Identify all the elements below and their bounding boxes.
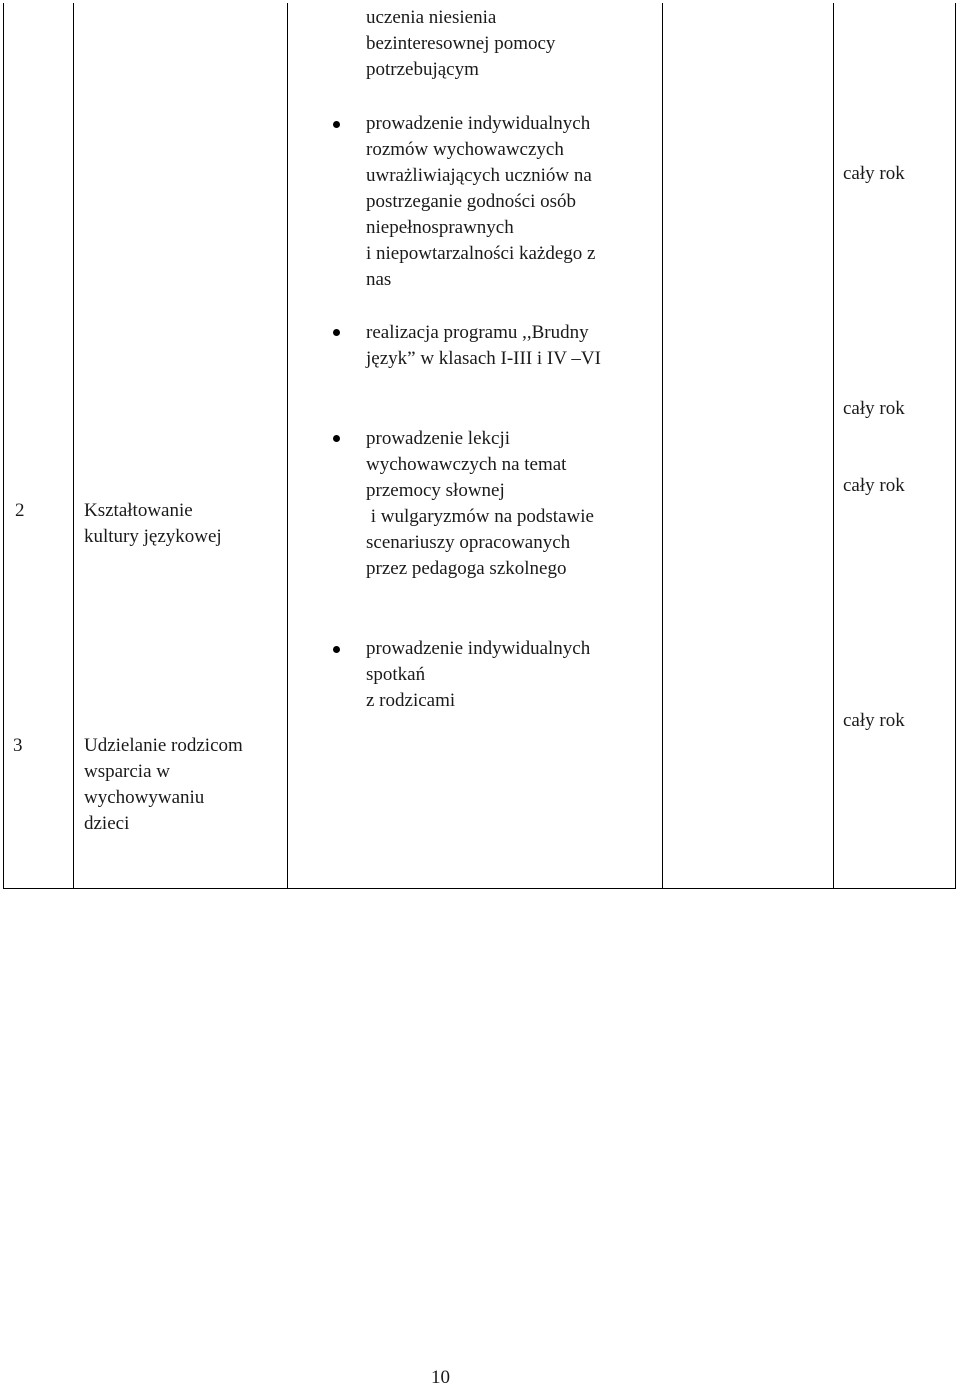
row-number: 2 [15,500,25,521]
item-line: przemocy słownej [366,480,505,501]
topic-line: dzieci [84,813,130,834]
table-border-col4 [833,3,834,889]
page-number: 10 [431,1367,450,1388]
item-line: prowadzenie indywidualnych [366,638,591,659]
table-border-left [3,3,4,889]
time-cell: cały rok [843,475,905,496]
item-line: prowadzenie lekcji [366,428,511,449]
item-line: przez pedagoga szkolnego [366,558,567,579]
topic-line: wychowywaniu [84,787,205,808]
item-line: język” w klasach I-III i IV –VI [366,348,601,369]
topic-line: Kształtowanie [84,500,193,521]
item-line: realizacja programu ,,Brudny [366,322,589,343]
bullet-icon [333,329,340,336]
time-cell: cały rok [843,710,905,731]
item-line: i wulgaryzmów na podstawie [366,506,594,527]
item-line: i niepowtarzalności każdego z [366,243,596,264]
table-border-col2 [287,3,288,889]
item-line: niepełnosprawnych [366,217,514,238]
table-border-right [955,3,956,889]
topic-line: kultury językowej [84,526,222,547]
item-line: spotkań [366,664,426,685]
table-border-col1 [73,3,74,889]
plain-line: uczenia niesienia [366,7,497,28]
topic-line: wsparcia w [84,761,170,782]
time-cell: cały rok [843,163,905,184]
bullet-icon [333,646,340,653]
item-line: uwrażliwiających uczniów na [366,165,592,186]
item-line: wychowawczych na temat [366,454,567,475]
table-border-col3 [662,3,663,889]
plain-line: bezinteresownej pomocy [366,33,556,54]
item-line: z rodzicami [366,690,456,711]
item-line: postrzeganie godności osób [366,191,577,212]
item-line: rozmów wychowawczych [366,139,564,160]
table-border-bottom [3,888,956,889]
item-line: prowadzenie indywidualnych [366,113,591,134]
item-line: scenariuszy opracowanych [366,532,571,553]
row-number: 3 [13,735,23,756]
bullet-icon [333,121,340,128]
plain-line: potrzebującym [366,59,479,80]
item-line: nas [366,269,392,290]
bullet-icon [333,435,340,442]
topic-line: Udzielanie rodzicom [84,735,243,756]
time-cell: cały rok [843,398,905,419]
